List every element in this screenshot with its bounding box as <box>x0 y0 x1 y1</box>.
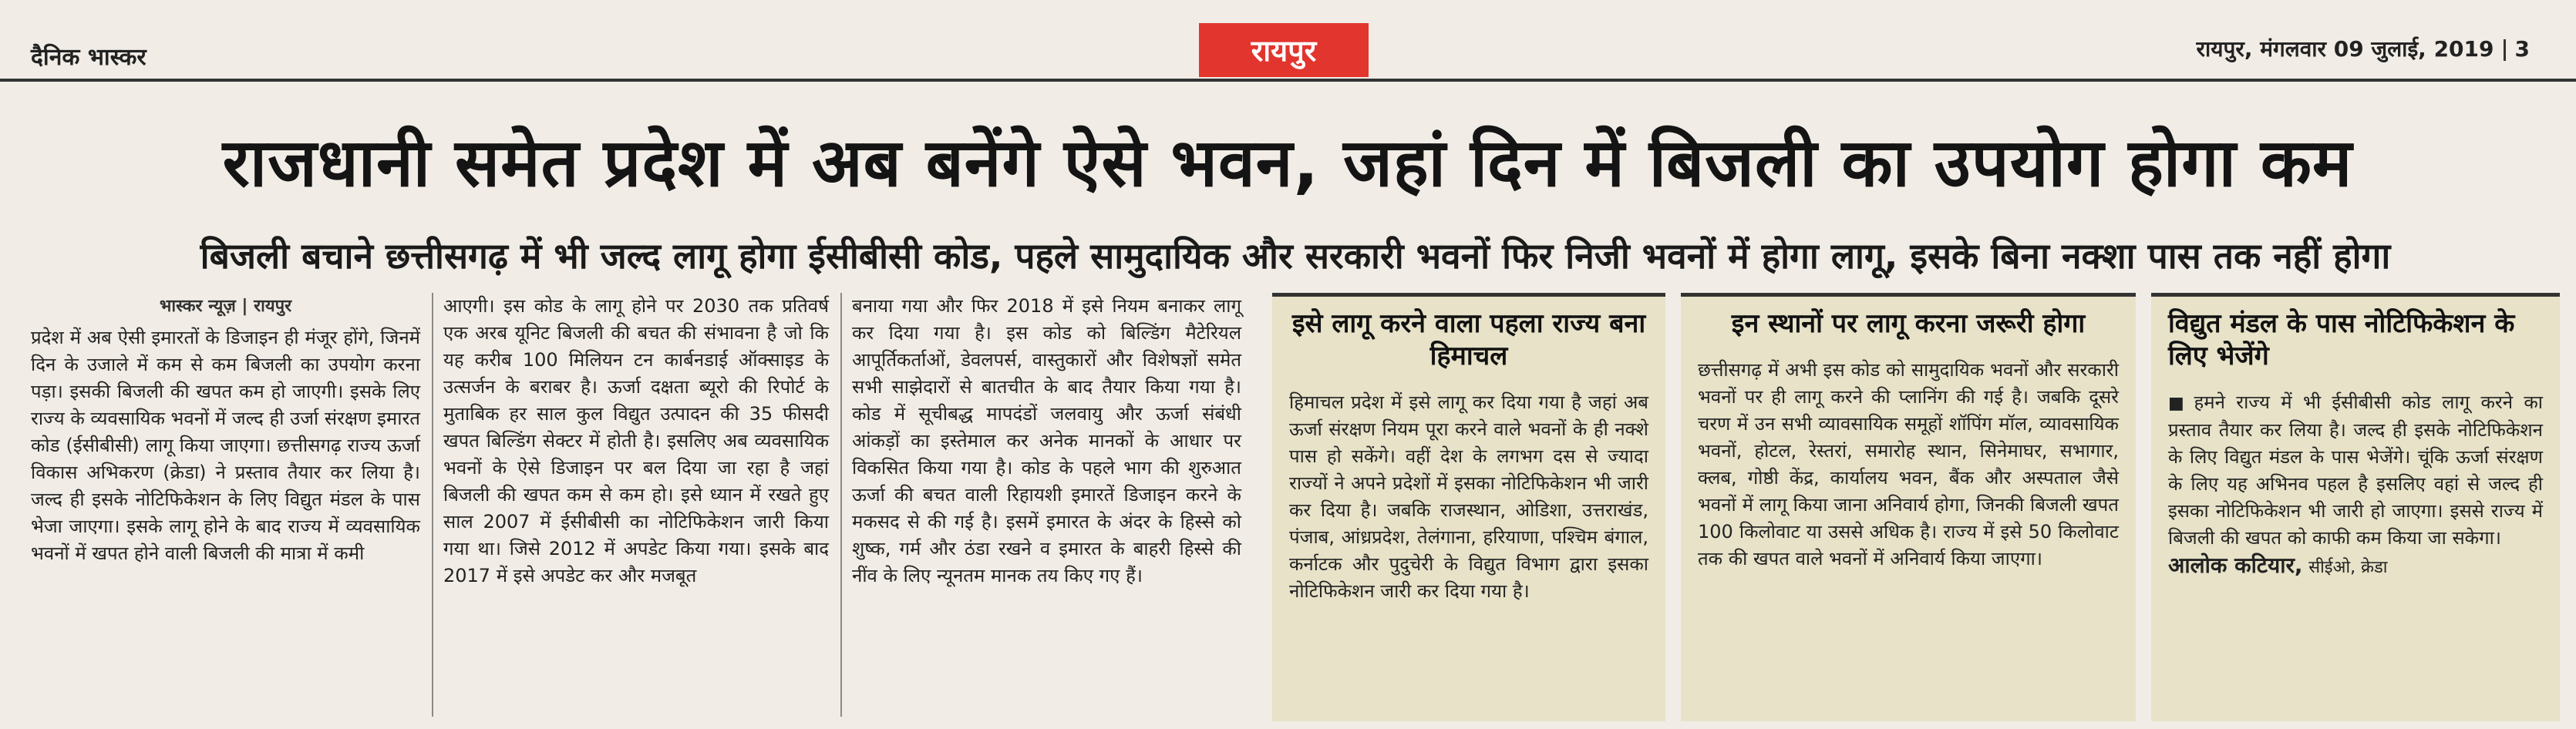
dateline-text: रायपुर, मंगलवार 09 जुलाई, 2019 <box>2196 36 2494 62</box>
article-column-3 <box>852 293 1241 590</box>
column-2-text: आएगी। इस कोड के लागू होने पर 2030 तक प्रतिवर्ष एक अरब यूनिट बिजली की बचत की संभावना है जो कि यह करीब 100 मिलियन टन कार्बनडाई ऑक्साइड के उत्सर्जन के बराबर है। ऊर्जा दक्षता ब्यूरो की रिपोर्ट के मुताबिक हर साल कुल विद्युत उत्पादन की 35 फीसदी खपत बिल्डिंग सेक्टर में होती है। इसलिए अब व्यवसायिक भवनों के ऐसे डिजाइन पर बल दिया जा रहा है जहां बिजली की खपत कम से कम हो। इसे ध्यान में रखते हुए साल 2007 में ईसीबीसी का नोटिफिकेशन जारी किया गया था। जिसे 2012 में अपडेट किया गया। इसके बाद 2017 में इसे अपडेट कर और मजबूत <box>443 295 829 586</box>
subheadline: बिजली बचाने छत्तीसगढ़ में भी जल्द लागू होगा ईसीबीसी कोड, पहले सामुदायिक और सरकारी भवनों फिर निजी भवनों में होगा लागू, इसके बिना नक्शा पास तक नहीं होगा <box>200 235 2391 277</box>
notification-box-title: विद्युत मंडल के पास नोटिफिकेशन के लिए भेजेंगे <box>2168 308 2515 371</box>
masthead: दैनिक भास्कर <box>31 44 146 71</box>
article-column-1 <box>31 293 420 567</box>
column-rule <box>432 293 433 717</box>
dateline <box>2197 34 2530 63</box>
column-3-text: बनाया गया और फिर 2018 में इसे नियम बनाकर लागू कर दिया गया है। इस कोड को बिल्डिंग मैटेरियल आपूर्तिकर्ताओं, डेवलपर्स, वास्तुकारों और विशेषज्ञों समेत सभी साझेदारों से बातचीत के बाद तैयार किया गया है। कोड में सूचीबद्ध मापदंडों जलवायु और ऊर्जा संबंधी आंकड़ों का इस्तेमाल कर अनेक मानकों के आधार पर विकसित किया गया है। कोड के पहले भाग की शुरुआत ऊर्जा की बचत वाली रिहायशी इमारतें डिजाइन करने के मकसद से की गई है। इसमें इमारत के अंदर के हिस्से को शुष्क, गर्म और ठंडा रखने व इमारत के बाहरी हिस्से की नींव के लिए न्यूनतम मानक तय किए गए हैं। <box>852 295 1241 586</box>
byline: भास्कर न्यूज़ | रायपुर <box>159 297 292 316</box>
himachal-box <box>1272 293 1665 721</box>
notification-quote-text: हमने राज्य में भी ईसीबीसी कोड लागू करने का प्रस्ताव तैयार कर लिया है। जल्द ही इसके नोटिफिकेशन के लिए विद्युत मंडल के पास भेजेंगे। चूंकि ऊर्जा संरक्षण के लिए यह अभिनव पहल है इसलिए वहां से जल्द ही इसका नोटिफिकेशन भी जारी हो जाएगा। इससे राज्य में बिजली की खपत को काफी कम किया जा सकेगा। <box>2168 391 2543 549</box>
notification-quote <box>2168 389 2543 552</box>
section-tag: रायपुर <box>1199 23 1369 77</box>
headline: राजधानी समेत प्रदेश में अब बनेंगे ऐसे भवन, जहां दिन में बिजली का उपयोग होगा कम <box>222 125 2353 202</box>
bullet-icon: ■ <box>2168 394 2190 413</box>
himachal-box-text: हिमाचल प्रदेश में इसे लागू कर दिया गया है जहां अब ऊर्जा संरक्षण नियम पूरा करने वाले भवनों के ही नक्शे पास हो सकेंगे। वहीं देश के लगभग दस से ज्यादा राज्यों ने अपने प्रदेशों में इसका नोटिफिकेशन भी जारी कर दिया है। जबकि राजस्थान, ओडिशा, उत्तराखंड, पंजाब, आंध्रप्रदेश, तेलंगाना, हरियाणा, पश्चिम बंगाल, कर्नाटक और पुदुचेरी के विद्युत विभाग द्वारा इसका नोटिफिकेशन जारी कर दिया गया है। <box>1289 391 1648 602</box>
notification-signoff <box>2168 552 2543 581</box>
column-1-text: प्रदेश में अब ऐसी इमारतों के डिजाइन ही मंजूर होंगे, जिनमें दिन के उजाले में कम से कम बिजली का उपयोग करना पड़ा। इसकी बिजली की खपत कम हो जाएगी। इसके लिए राज्य के व्यवसायिक भवनों में जल्द ही उर्जा संरक्षण इमारत कोड (ईसीबीसी) लागू किया जाएगा। छत्तीसगढ़ राज्य ऊर्जा विकास अभिकरण (क्रेडा) ने प्रस्ताव तैयार कर लिया है। जल्द ही इसके नोटिफिकेशन के लिए विद्युत मंडल के पास भेजा जाएगा। इसके लागू होने के बाद राज्य में व्यवसायिक भवनों में खपत होने वाली बिजली की मात्रा में कमी <box>31 327 420 564</box>
signoff-role: सीईओ, क्रेडा <box>2308 558 2388 577</box>
signoff-name: आलोक कटियार, <box>2168 553 2303 578</box>
places-box-title: इन स्थानों पर लागू करना जरूरी होगा <box>1731 308 2086 339</box>
page-separator <box>2504 39 2506 61</box>
header-rule <box>0 79 2576 82</box>
column-rule <box>840 293 842 717</box>
article-column-2 <box>443 293 829 590</box>
page-number: 3 <box>2514 36 2530 62</box>
page-header <box>0 0 2576 85</box>
places-box-text: छत्तीसगढ़ में अभी इस कोड को सामुदायिक भवनों और सरकारी भवनों पर ही लागू करने की प्लानिंग की गई है। जबकि दूसरे चरण में उन सभी व्यावसायिक समूहों शॉपिंग मॉल, व्यावसायिक भवनों, होटल, रेस्तरां, समारोह स्थान, सिनेमाघर, सभागार, क्लब, गोष्ठी केंद्र, कार्यालय भवन, बैंक और अस्पताल जैसे भवनों में लागू किया जाना अनिवार्य होगा, जिनकी बिजली खपत 100 किलोवाट या उससे अधिक है। राज्य में इसे 50 किलोवाट तक की खपत वाले भवनों में अनिवार्य किया जाएगा। <box>1698 359 2119 569</box>
himachal-box-title: इसे लागू करने वाला पहला राज्य बना हिमाचल <box>1291 308 1646 371</box>
places-box <box>1681 293 2136 721</box>
notification-box <box>2151 293 2560 721</box>
